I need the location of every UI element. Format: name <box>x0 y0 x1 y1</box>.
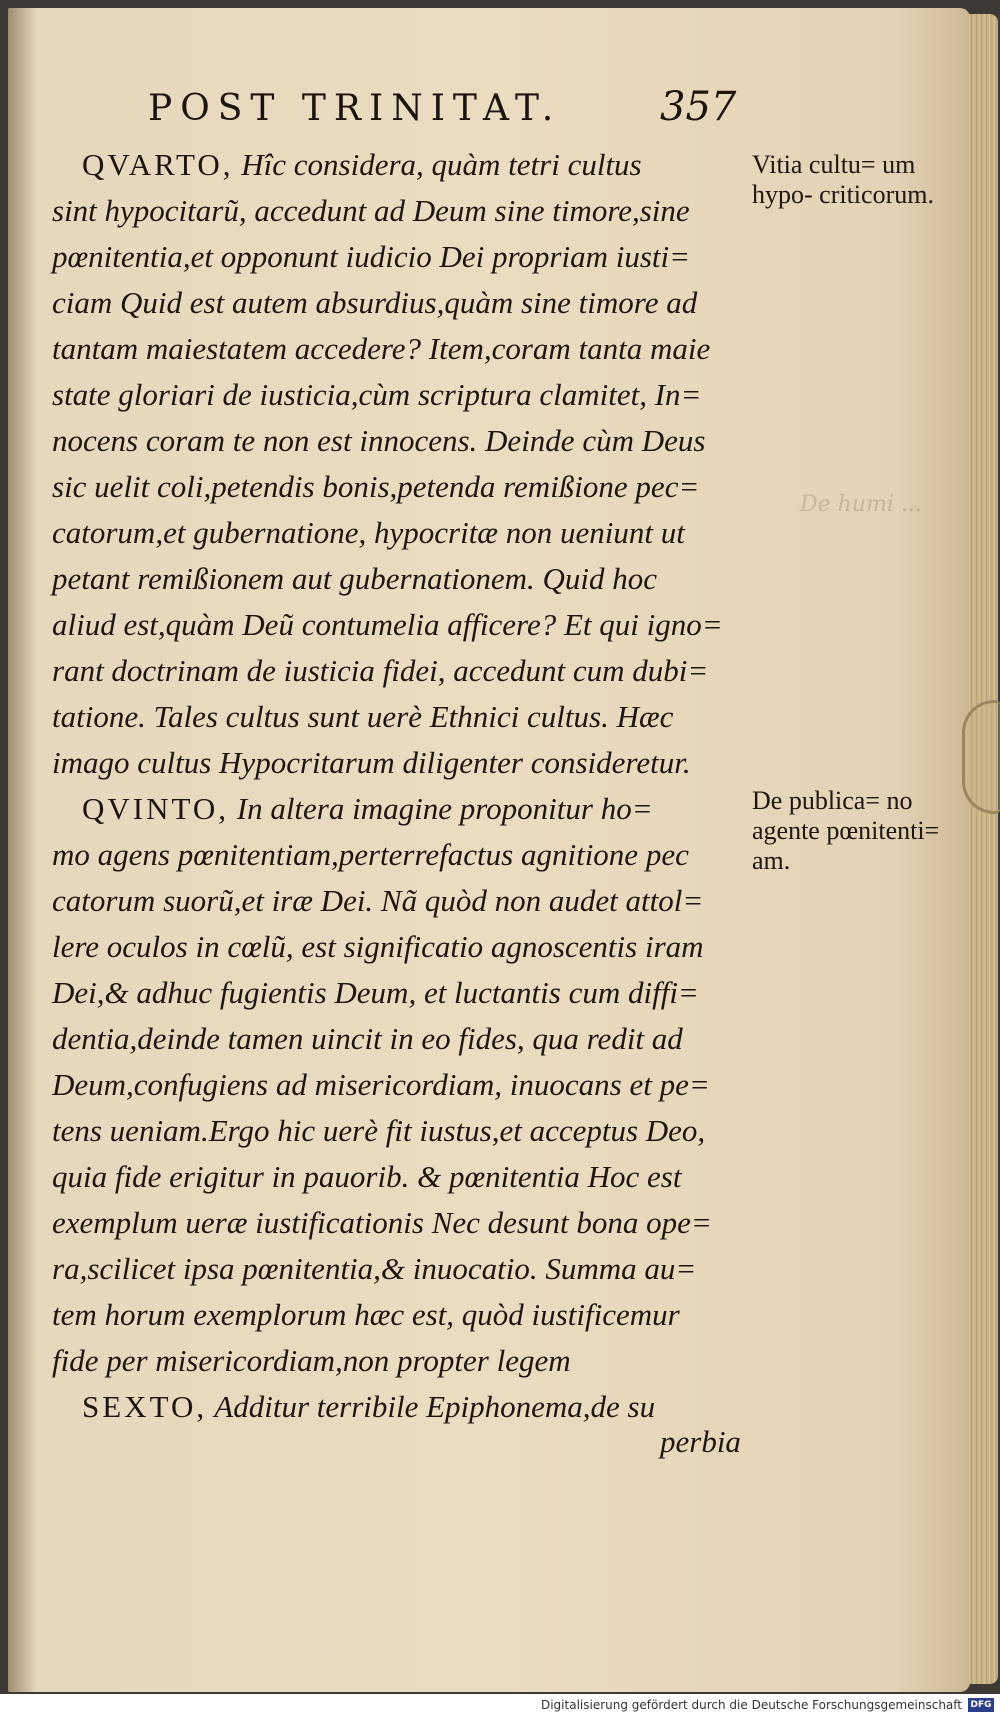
text-line: tens ueniam.Ergo hic uerè fit iustus,et acceptus Deo, <box>52 1113 706 1148</box>
margin-note-vitia: Vitia cultu= um hypo- criticorum. <box>752 150 934 209</box>
text-line: rant doctrinam de iusticia fidei, accedunt cum dubi= <box>52 653 709 688</box>
text-line: ciam Quid est autem absurdius,quàm sine timore ad <box>52 285 698 320</box>
text-line: mo agens pœnitentiam,perterrefactus agnitione pec <box>52 837 689 872</box>
text-line: dentia,deinde tamen uincit in eo fides, qua redit ad <box>52 1021 683 1056</box>
text-line: Deum,confugiens ad misericordiam, inuocans et pe= <box>52 1067 710 1102</box>
text-line: imago cultus Hypocritarum diligenter consideretur. <box>52 745 691 780</box>
dfg-logo: DFG <box>968 1698 994 1712</box>
text-line: petant remißionem aut gubernationem. Quid hoc <box>52 561 657 596</box>
text-line: exemplum ueræ iustificationis Nec desunt bona ope= <box>52 1205 712 1240</box>
paragraph-sexto <box>52 1384 752 1430</box>
text-line: catorum,et gubernatione, hypocritæ non ueniunt ut <box>52 515 685 550</box>
margin-note-publicano: De publica= no agente pœnitenti= am. <box>752 786 940 875</box>
text-line: ra,scilicet ipsa pœnitentia,& inuocatio. Summa au= <box>52 1251 697 1286</box>
text-line <box>52 1384 752 1430</box>
text-line: pœnitentia,et opponunt iudicio Dei propriam iusti= <box>52 239 691 274</box>
line-text: Hîc considera, quàm tetri cultus <box>241 147 642 182</box>
text-line: sint hypocitarũ, accedunt ad Deum sine timore,sine <box>52 193 690 228</box>
paragraph-quinto <box>52 786 752 1384</box>
digitization-footer <box>0 1696 1000 1718</box>
text-line: sic uelit coli,petendis bonis,petenda remißione pec= <box>52 469 700 504</box>
text-line: quia fide erigitur in pauorib. & pœnitentia Hoc est <box>52 1159 682 1194</box>
text-line: fide per misericordiam,non propter legem <box>52 1343 571 1378</box>
text-line: lere oculos in cœlũ, est significatio agnoscentis iram <box>52 929 704 964</box>
text-line: Dei,& adhuc fugientis Deum, et luctantis cum diffi= <box>52 975 699 1010</box>
book-clasp <box>962 700 1000 814</box>
page-number: 357 <box>660 84 737 130</box>
line-text: Additur terribile Epiphonema,de su <box>214 1389 656 1424</box>
text-line: nocens coram te non est innocens. Deinde cùm Deus <box>52 423 706 458</box>
text-line <box>52 786 752 832</box>
text-line <box>52 142 752 188</box>
page-edges <box>968 14 998 1684</box>
gutter-shadow <box>8 8 36 1692</box>
paragraph-lead: QVINTO, <box>82 791 229 826</box>
text-line: state gloriari de iusticia,cùm scriptura clamitet, In= <box>52 377 702 412</box>
page-header <box>0 84 1000 144</box>
paragraph-lead: SEXTO, <box>82 1389 208 1424</box>
text-line: tem horum exemplorum hæc est, quòd iustificemur <box>52 1297 680 1332</box>
running-head: POST TRINITAT. <box>148 88 562 129</box>
bleed-through-text: De humi ... <box>800 492 922 517</box>
text-line: aliud est,quàm Deũ contumelia afficere? Et qui igno= <box>52 607 723 642</box>
footer-credit: Digitalisierung gefördert durch die Deutsche Forschungsgemeinschaft <box>540 1698 962 1712</box>
main-text-block <box>52 142 752 1430</box>
line-text: In altera imagine proponitur ho= <box>236 791 653 826</box>
text-line: tantam maiestatem accedere? Item,coram tanta maie <box>52 331 711 366</box>
text-line: catorum suorũ,et iræ Dei. Nã quòd non audet attol= <box>52 883 704 918</box>
catchword: perbia <box>660 1424 741 1459</box>
paragraph-quarto <box>52 142 752 786</box>
paragraph-lead: QVARTO, <box>82 147 234 182</box>
text-line: tatione. Tales cultus sunt uerè Ethnici cultus. Hæc <box>52 699 674 734</box>
